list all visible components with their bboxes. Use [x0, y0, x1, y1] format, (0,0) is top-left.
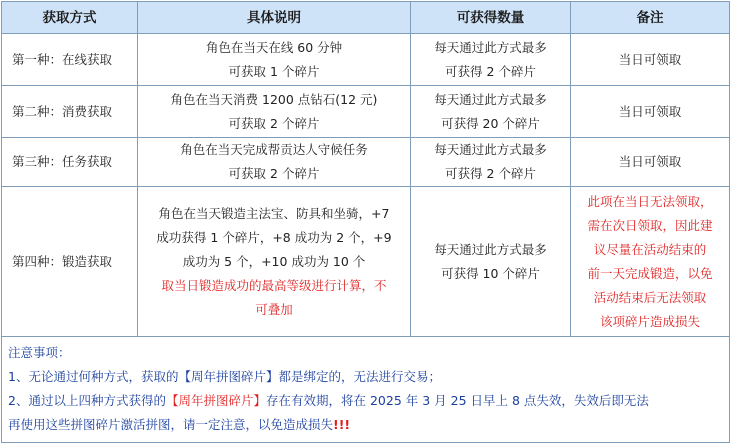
acquisition-table — [1, 1, 730, 443]
notes-text: 2、通过以上四种方式获得的 — [8, 393, 166, 408]
quantity-cell — [411, 34, 571, 86]
description-warning-line: 取当日锻造成功的最高等级进行计算，不 — [161, 277, 387, 293]
description-cell — [138, 86, 411, 138]
description-line: 可获取 2 个碎片 — [228, 166, 320, 181]
quantity-cell — [411, 138, 571, 187]
method-cell: 第一种：在线获取 — [2, 34, 138, 86]
quantity-line: 可获得 2 个碎片 — [445, 63, 536, 79]
remark-line: 需在次日领取，因此建 — [587, 217, 713, 233]
quantity-cell — [411, 86, 571, 138]
notes-item: 1、无论通过何种方式，获取的【周年拼图碎片】都是绑定的，无法进行交易； — [8, 369, 441, 384]
table-row — [2, 187, 730, 337]
remark-cell: 当日可领取 — [571, 86, 730, 138]
table-row — [2, 138, 730, 187]
description-cell — [138, 138, 411, 187]
quantity-line: 可获得 2 个碎片 — [445, 166, 536, 181]
method-cell: 第二种：消费获取 — [2, 86, 138, 138]
quantity-line: 可获得 20 个碎片 — [441, 115, 540, 131]
description-line: 成功为 5 个，+10 成功为 10 个 — [182, 253, 366, 269]
description-line: 角色在当天在线 60 分钟 — [205, 39, 343, 55]
quantity-cell — [411, 187, 571, 337]
remark-line: 活动结束后无法领取 — [593, 289, 707, 305]
method-cell: 第四种：锻造获取 — [2, 187, 138, 337]
notes-title: 注意事项： — [8, 345, 71, 360]
remark-cell — [571, 187, 730, 337]
quantity-line: 可获得 10 个碎片 — [441, 265, 540, 281]
description-line: 成功获得 1 个碎片，+8 成功为 2 个，+9 — [156, 229, 392, 245]
description-line: 角色在当天消费 1200 点钻石(12 元) — [170, 91, 378, 107]
description-line: 可获取 2 个碎片 — [228, 115, 320, 131]
quantity-line: 每天通过此方式最多 — [434, 39, 547, 55]
notes-row — [2, 337, 730, 443]
quantity-line: 每天通过此方式最多 — [434, 142, 547, 157]
exclamation-marks: !!! — [333, 417, 351, 432]
table-header-row — [2, 2, 730, 34]
notes-item-continuation — [8, 413, 723, 437]
description-line: 可获取 1 个碎片 — [228, 63, 320, 79]
method-cell: 第三种：任务获取 — [2, 138, 138, 187]
description-line: 角色在当天完成帮贡达人守候任务 — [180, 142, 368, 157]
notes-text: 再使用这些拼图碎片激活拼图，请一定注意，以免造成损失 — [8, 417, 334, 432]
item-name-highlight: 【周年拼图碎片】 — [165, 393, 266, 408]
header-description: 具体说明 — [138, 2, 411, 34]
remark-cell: 当日可领取 — [571, 34, 730, 86]
quantity-line: 每天通过此方式最多 — [434, 241, 547, 257]
description-cell — [138, 187, 411, 337]
remark-line: 该项碎片造成损失 — [599, 313, 700, 329]
notes-item — [8, 389, 723, 413]
header-quantity: 可获得数量 — [411, 2, 571, 34]
remark-line: 议尽量在活动结束的 — [593, 241, 707, 257]
header-remarks: 备注 — [571, 2, 730, 34]
table-row — [2, 86, 730, 138]
remark-cell: 当日可领取 — [571, 138, 730, 187]
table-row — [2, 34, 730, 86]
remark-line: 此项在当日无法领取， — [587, 193, 713, 209]
quantity-line: 每天通过此方式最多 — [434, 91, 547, 107]
header-method: 获取方式 — [2, 2, 138, 34]
description-warning-line: 可叠加 — [255, 301, 293, 317]
notes-text: 存在有效期，将在 2025 年 3 月 25 日早上 8 点失效，失效后即无法 — [265, 393, 649, 408]
description-line: 角色在当天锻造主法宝、防具和坐骑，+7 — [158, 205, 390, 221]
remark-line: 前一天完成锻造，以免 — [587, 265, 713, 281]
description-cell — [138, 34, 411, 86]
notes-section — [2, 337, 730, 443]
